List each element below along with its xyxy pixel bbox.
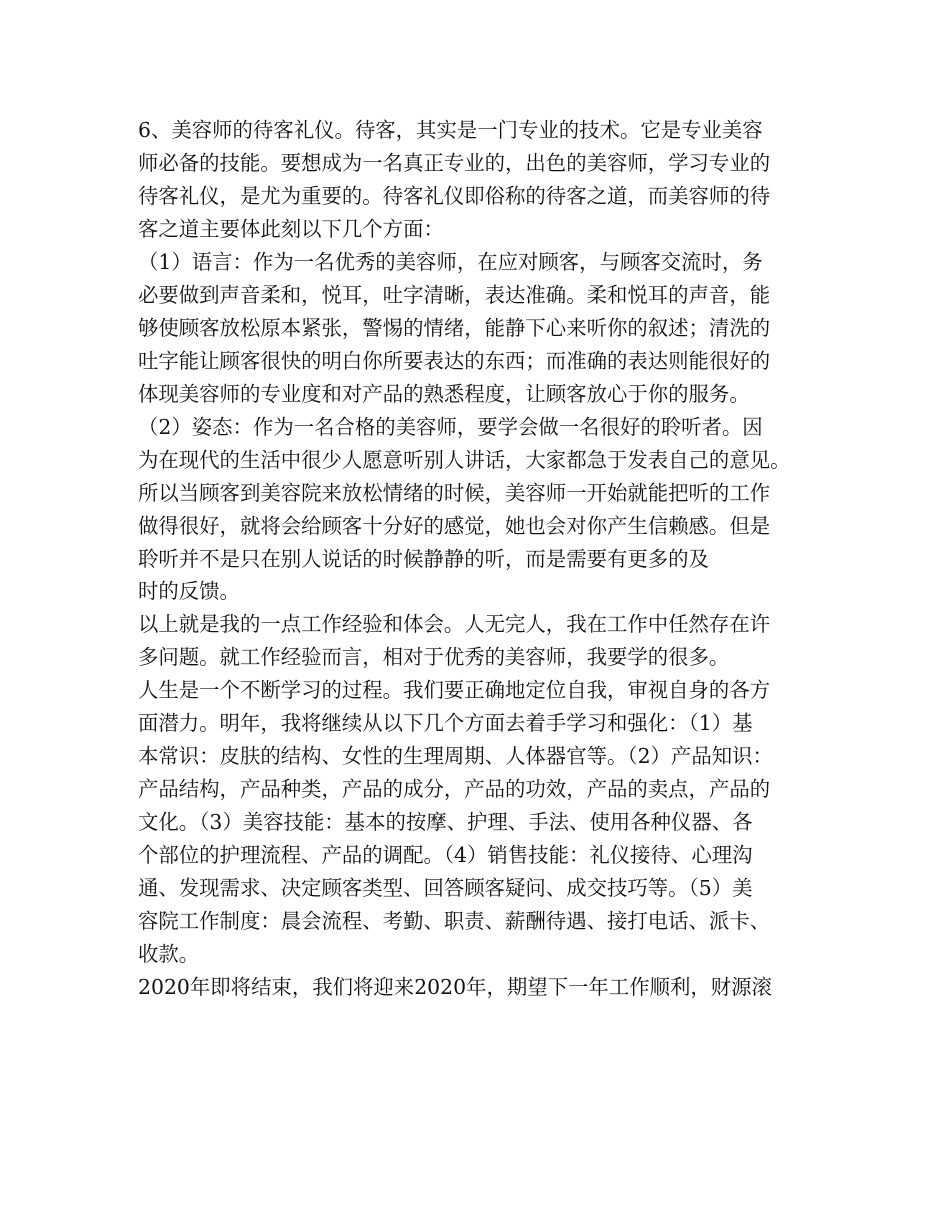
text-line: 吐字能让顾客很快的明白你所要表达的东西；而准确的表达则能很好的 xyxy=(138,349,771,373)
text-line: 待客礼仪，是尤为重要的。待客礼仪即俗称的待客之道，而美容师的待 xyxy=(138,184,771,208)
text-line: 必要做到声音柔和，悦耳，吐字清晰，表达准确。柔和悦耳的声音，能 xyxy=(138,283,771,307)
text-line: 所以当顾客到美容院来放松情绪的时候，美容师一开始就能把听的工作 xyxy=(138,481,771,505)
text-line: 客之道主要体此刻以下几个方面： xyxy=(138,217,444,241)
text-line: 面潜力。明年，我将继续从以下几个方面去着手学习和强化：（1）基 xyxy=(138,711,753,735)
text-line: 个部位的护理流程、产品的调配。（4）销售技能：礼仪接待、心理沟 xyxy=(138,843,753,867)
text-line: 产品结构，产品种类，产品的成分，产品的功效，产品的卖点，产品的 xyxy=(138,777,771,801)
text-line: 通、发现需求、决定顾客类型、回答顾客疑问、成交技巧等。（5）美 xyxy=(138,876,753,900)
text-line: 为在现代的生活中很少人愿意听别人讲话，大家都急于发表自己的意见。 xyxy=(138,448,791,472)
text-line: 时的反馈。 xyxy=(138,579,240,603)
text-line: 文化。（3）美容技能：基本的按摩、护理、手法、使用各种仪器、各 xyxy=(138,810,753,834)
text-line: 收款。 xyxy=(138,942,200,966)
text-line: 聆听并不是只在别人说话的时候静静的听，而是需要有更多的及 xyxy=(138,547,709,571)
text-line: 人生是一个不断学习的过程。我们要正确地定位自我，审视自身的各方 xyxy=(138,678,771,702)
text-line: 以上就是我的一点工作经验和体会。人无完人，我在工作中任然存在许 xyxy=(138,612,771,636)
text-line: 容院工作制度：晨会流程、考勤、职责、薪酬待遇、接打电话、派卡、 xyxy=(138,909,771,933)
text-line: 本常识：皮肤的结构、女性的生理周期、人体器官等。（2）产品知识： xyxy=(138,744,773,768)
text-line: （1）语言：作为一名优秀的美容师，在应对顾客，与顾客交流时，务 xyxy=(138,250,763,274)
text-line: （2）姿态：作为一名合格的美容师，要学会做一名很好的聆听者。因 xyxy=(138,415,763,439)
text-line: 多问题。就工作经验而言，相对于优秀的美容师，我要学的很多。 xyxy=(138,645,730,669)
text-line: 6、美容师的待客礼仪。待客，其实是一门专业的技术。它是专业美容 xyxy=(138,118,763,142)
text-line: 师必备的技能。要想成为一名真正专业的，出色的美容师，学习专业的 xyxy=(138,151,771,175)
text-line: 2020年即将结束，我们将迎来2020年，期望下一年工作顺利，财源滚 xyxy=(138,975,772,999)
text-line: 够使顾客放松原本紧张，警惕的情绪，能静下心来听你的叙述；清洗的 xyxy=(138,316,771,340)
text-line: 体现美容师的专业度和对产品的熟悉程度，让顾客放心于你的服务。 xyxy=(138,382,750,406)
text-line: 做得很好，就将会给顾客十分好的感觉，她也会对你产生信赖感。但是 xyxy=(138,514,771,538)
